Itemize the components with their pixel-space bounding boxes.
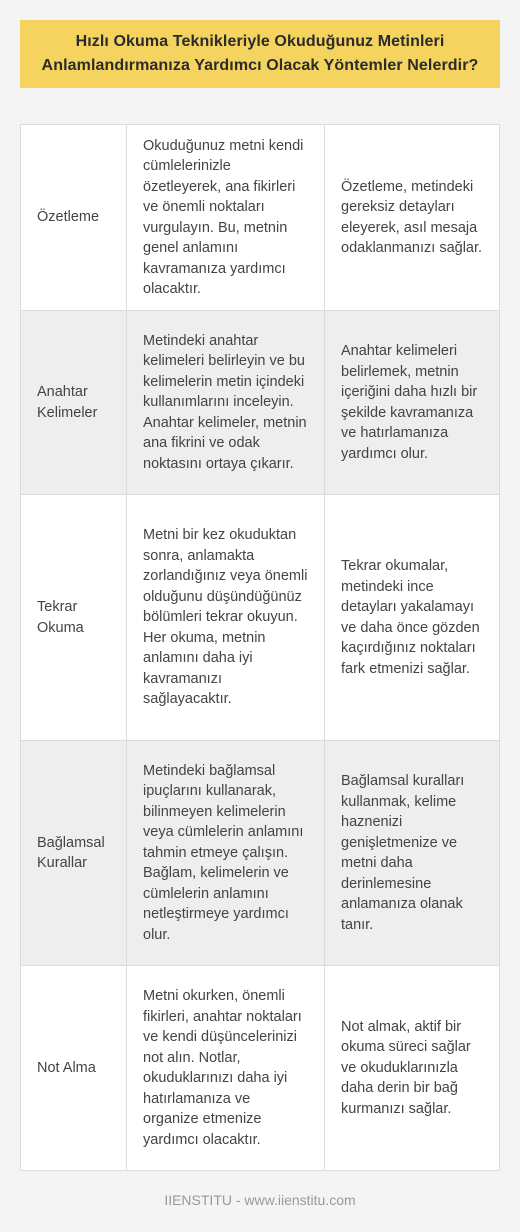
table-row (21, 125, 499, 311)
method-name-cell: Anahtar Kelimeler (21, 311, 127, 494)
method-description-cell: Okuduğunuz metni kendi cümlelerinizle özetleyerek, ana fikirleri ve önemli noktaları vurgulayın. Bu, metnin genel anlamını kavramanıza yardımcı olacaktır. (127, 125, 325, 310)
method-benefit-cell: Not almak, aktif bir okuma süreci sağlar ve okuduklarınızla daha derin bir bağ kurmanızı sağlar. (341, 1018, 471, 1117)
method-name-cell: Bağlamsal Kurallar (21, 741, 127, 965)
method-benefit-cell: Özetleme, metindeki gereksiz detayları eleyerek, asıl mesaja odaklanmanızı sağlar. (341, 178, 483, 256)
title-line-2: Anlamlandırmanıza Yardımcı Olacak Yöntemler Nelerdir? (41, 57, 479, 74)
methods-table (20, 124, 500, 1171)
method-description-cell: Metindeki bağlamsal ipuçlarını kullanarak, bilinmeyen kelimelerin veya cümlelerin anlamını tahmin etmeye çalışın. Bağlam, kelimelerin ve cümlelerin anlamını netleştirmeye yardımcı olur. (127, 741, 325, 965)
method-name-cell: Tekrar Okuma (21, 495, 127, 740)
method-benefit-cell: Tekrar okumalar, metindeki ince detayları yakalamayı ve daha önce gözden kaçırdığınız noktaları fark etmenizi sağlar. (341, 558, 480, 677)
method-description-cell: Metni okurken, önemli fikirleri, anahtar noktaları ve kendi düşüncelerinizi not alın. Notlar, okuduklarınızı daha iyi hatırlamanıza ve organize etmenize yardımcı olacaktır. (127, 966, 325, 1170)
method-benefit-cell: Bağlamsal kuralları kullanmak, kelime haznenizi genişletmenize ve metni daha derinlemesine anlamanıza olanak tanır. (341, 773, 465, 933)
method-benefit-cell: Anahtar kelimeleri belirlemek, metnin içeriğini daha hızlı bir şekilde kavramanıza ve hatırlamanıza yardımcı olur. (341, 343, 478, 462)
table-row (21, 495, 499, 741)
title-line-1: Hızlı Okuma Teknikleriyle Okuduğunuz Metinleri (75, 33, 445, 50)
page-title (42, 30, 479, 78)
method-description-cell: Metni bir kez okuduktan sonra, anlamakta zorlandığınız veya önemli olduğunu düşündüğünüz bölümleri tekrar okuyun. Her okuma, metnin anlamını daha iyi kavramanızı sağlayacaktır. (127, 495, 325, 740)
method-name-cell: Not Alma (21, 966, 127, 1170)
table-row (21, 966, 499, 1170)
footer-credit: IIENSTITU - www.iienstitu.com (164, 1192, 356, 1208)
method-description-cell: Metindeki anahtar kelimeleri belirleyin ve bu kelimelerin metin içindeki kullanımlarını inceleyin. Anahtar kelimeler, metnin ana fikrini ve odak noktasını ortaya çıkarır. (127, 311, 325, 494)
method-name-cell: Özetleme (21, 125, 127, 310)
table-row (21, 311, 499, 495)
table-row (21, 741, 499, 966)
page-header (20, 20, 500, 88)
